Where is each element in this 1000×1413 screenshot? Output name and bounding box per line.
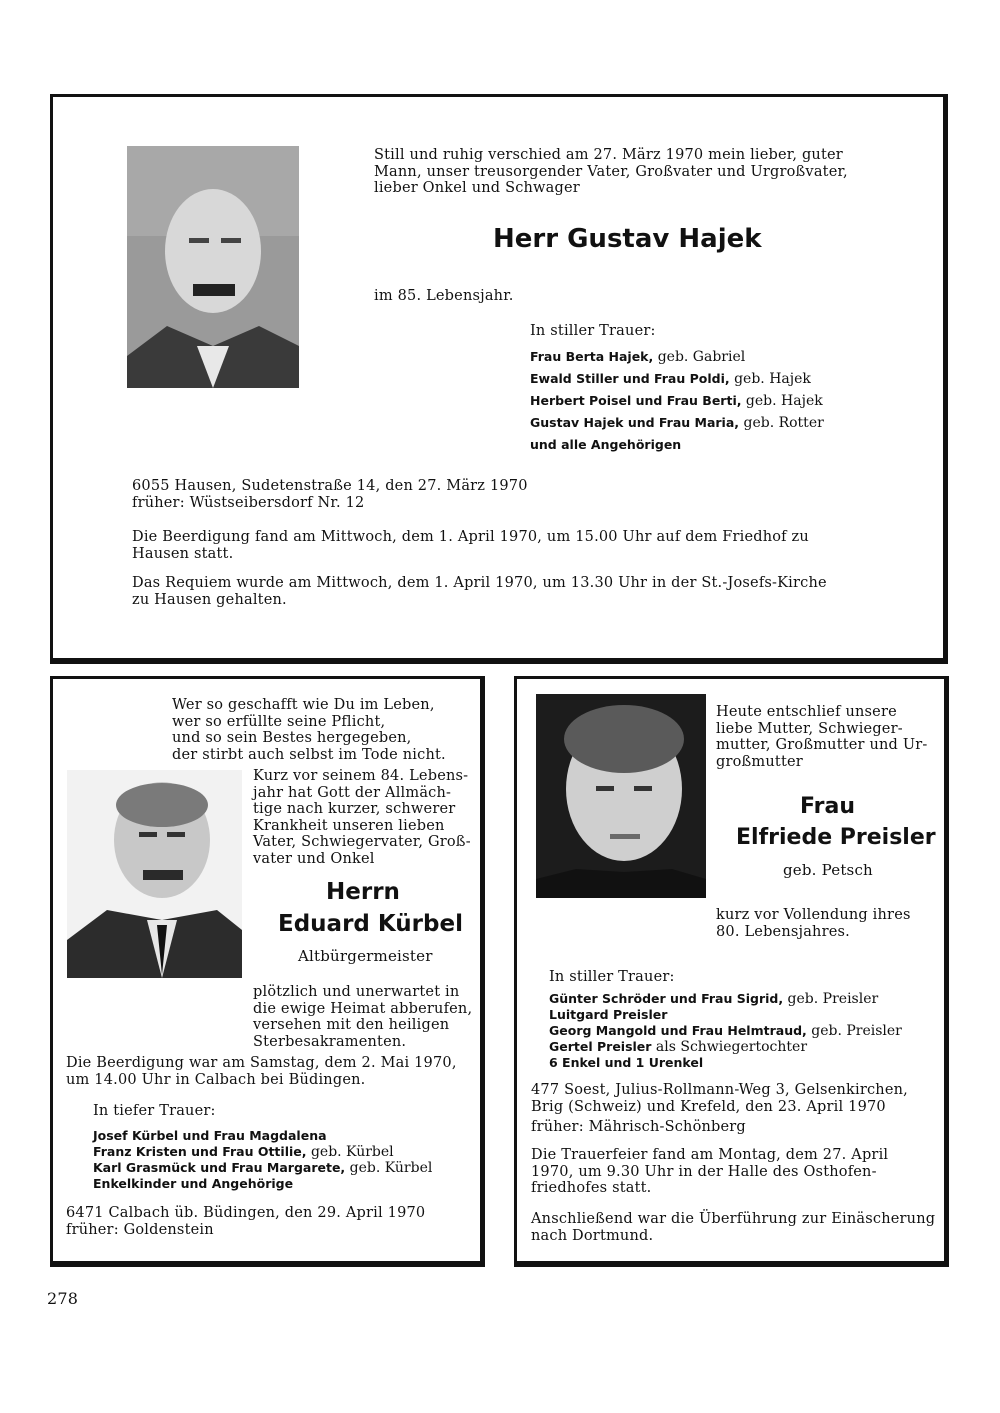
mourner-line: 6 Enkel und 1 Urenkel [549, 1055, 704, 1070]
kuerbel-poem: Wer so geschafft wie Du im Leben, wer so erfüllte seine Pflicht, und so sein Bestes hergegeben, der stirbt auch selbst im Tode nicht. [172, 697, 446, 763]
hajek-name: Herr Gustav Hajek [493, 224, 762, 254]
kuerbel-intro: Kurz vor seinem 84. Lebens- jahr hat Gott der Allmäch- tige nach kurzer, schwerer Krankheit unseren lieben Vater, Schwiegervater, Groß- vater und Onkel [253, 768, 471, 867]
kuerbel-death: plötzlich und unerwartet in die ewige Heimat abberufen, versehen mit den heiligen Sterbesakramenten. [253, 984, 473, 1050]
kuerbel-mourning-label: In tiefer Trauer: [93, 1103, 216, 1119]
kuerbel-name: Eduard Kürbel [278, 911, 463, 937]
mourner-line: Gustav Hajek und Frau Maria, geb. Rotter [530, 415, 824, 431]
mourner-line: und alle Angehörigen [530, 437, 682, 452]
mourner-line: Luitgard Preisler [549, 1007, 668, 1022]
mourner-line: Georg Mangold und Frau Helmtraud, geb. Preisler [549, 1023, 902, 1039]
mourner-line: Gertel Preisler als Schwiegertochter [549, 1039, 808, 1055]
hajek-requiem: Das Requiem wurde am Mittwoch, dem 1. April 1970, um 13.30 Uhr in der St.-Josefs-Kirche zu Hausen gehalten. [132, 575, 827, 608]
hajek-address: 6055 Hausen, Sudetenstraße 14, den 27. März 1970 früher: Wüstseibersdorf Nr. 12 [132, 478, 528, 511]
kuerbel-mourners [93, 1128, 432, 1192]
hajek-burial: Die Beerdigung fand am Mittwoch, dem 1. April 1970, um 15.00 Uhr auf dem Friedhof zu Hausen statt. [132, 529, 809, 562]
preisler-funeral: Die Trauerfeier fand am Montag, dem 27. April 1970, um 9.30 Uhr in der Halle des Osthofen- friedhofes statt. [531, 1147, 889, 1196]
mourner-line: Günter Schröder und Frau Sigrid, geb. Preisler [549, 991, 879, 1007]
kuerbel-burial: Die Beerdigung war am Samstag, dem 2. Mai 1970, um 14.00 Uhr in Calbach bei Büdingen. [66, 1055, 457, 1088]
hajek-intro: Still und ruhig verschied am 27. März 1970 mein lieber, guter Mann, unser treusorgender Vater, Großvater und Urgroßvater, lieber Onkel und Schwager [374, 147, 848, 196]
preisler-name: Elfriede Preisler [736, 825, 936, 850]
preisler-transfer: Anschließend war die Überführung zur Einäscherung nach Dortmund. [531, 1211, 936, 1244]
portrait-elfriede-preisler [536, 694, 706, 898]
preisler-address: 477 Soest, Julius-Rollmann-Weg 3, Gelsenkirchen, Brig (Schweiz) und Krefeld, den 23. April 1970 [531, 1082, 908, 1115]
preisler-former-residence: früher: Mährisch-Schönberg [531, 1119, 746, 1135]
mourner-line: Ewald Stiller und Frau Poldi, geb. Hajek [530, 371, 811, 387]
preisler-salutation: Frau [800, 794, 855, 819]
preisler-intro: Heute entschlief unsere liebe Mutter, Schwieger- mutter, Großmutter und Ur- großmutter [716, 704, 928, 770]
mourner-line: Enkelkinder und Angehörige [93, 1176, 294, 1191]
preisler-mourners [549, 991, 902, 1071]
kuerbel-title: Altbürgermeister [298, 947, 433, 965]
hajek-mourning-label: In stiller Trauer: [530, 323, 656, 339]
mourner-line: Franz Kristen und Frau Ottilie, geb. Kürbel [93, 1144, 394, 1160]
portrait-eduard-kuerbel [67, 770, 242, 978]
kuerbel-address: 6471 Calbach üb. Büdingen, den 29. April 1970 früher: Goldenstein [66, 1205, 426, 1238]
portrait-gustav-hajek [127, 146, 299, 388]
page-number: 278 [47, 1289, 79, 1308]
preisler-maiden-name: geb. Petsch [783, 861, 873, 879]
kuerbel-salutation: Herrn [326, 879, 400, 905]
preisler-mourning-label: In stiller Trauer: [549, 969, 675, 985]
mourner-line: Herbert Poisel und Frau Berti, geb. Hajek [530, 393, 823, 409]
mourner-line: Karl Grasmück und Frau Margarete, geb. Kürbel [93, 1160, 433, 1176]
mourner-line: Josef Kürbel und Frau Magdalena [93, 1128, 327, 1143]
hajek-age: im 85. Lebensjahr. [374, 288, 514, 304]
mourner-line: Frau Berta Hajek, geb. Gabriel [530, 349, 746, 365]
hajek-mourners [530, 346, 824, 456]
preisler-age: kurz vor Vollendung ihres 80. Lebensjahres. [716, 907, 911, 940]
